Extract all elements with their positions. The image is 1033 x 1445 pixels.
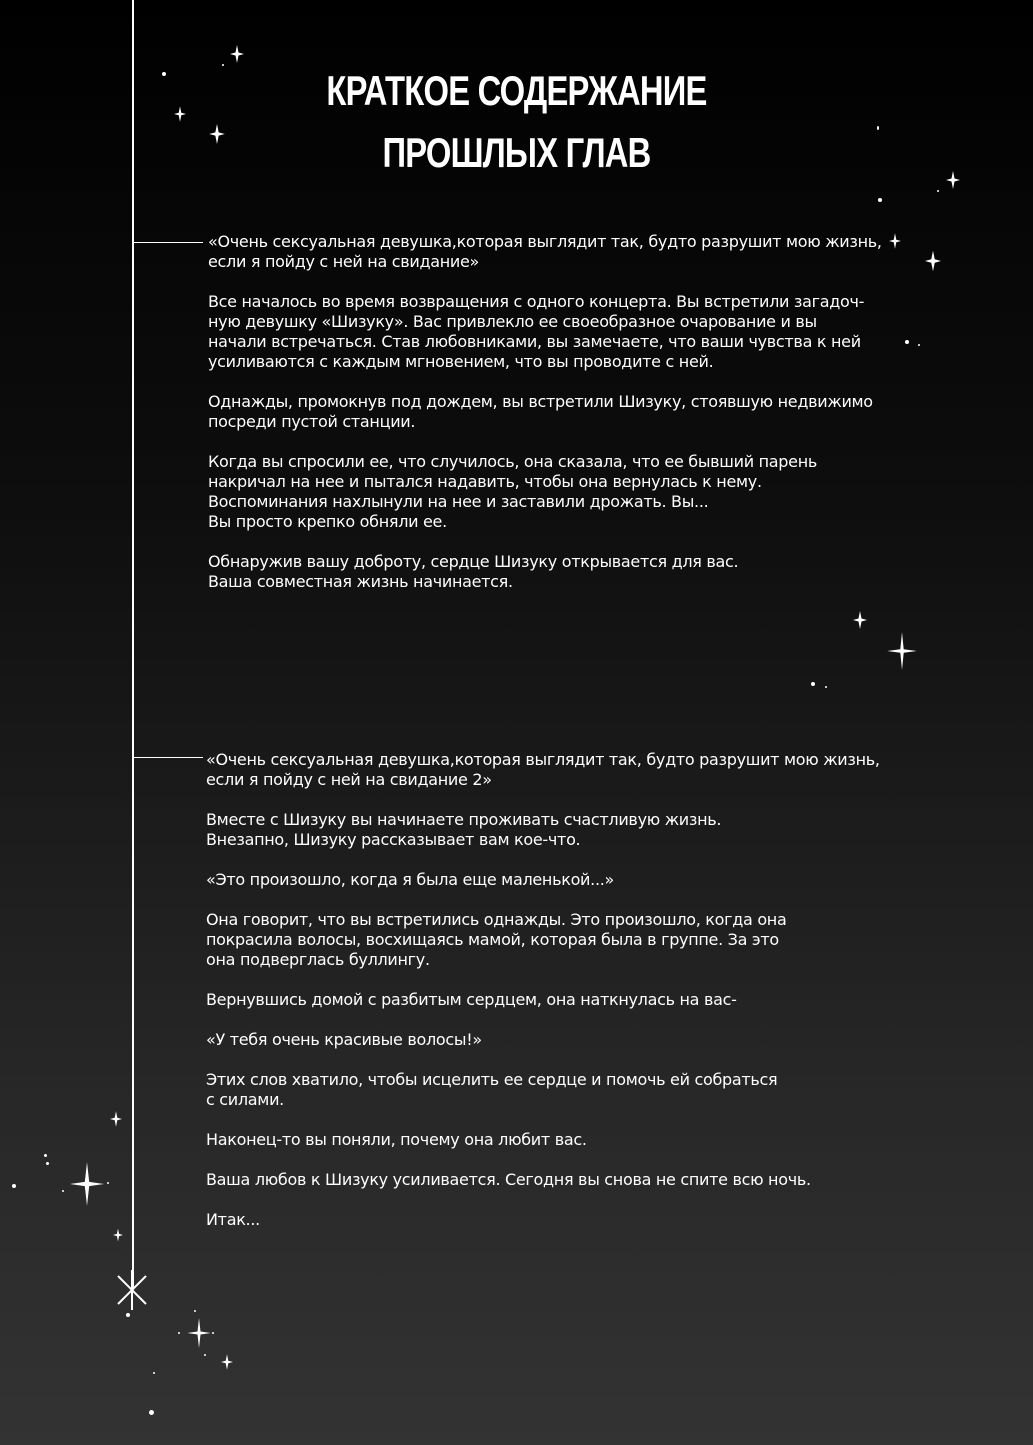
star-dot (825, 686, 827, 688)
page-title-line-1: КРАТКОЕ СОДЕРЖАНИЕ (326, 67, 707, 114)
timeline-branch-2 (133, 757, 203, 758)
page-title-line-2: ПРОШЛЫХ ГЛАВ (382, 129, 651, 176)
star-dot (44, 1154, 47, 1157)
star-dot (222, 64, 224, 66)
star-dot (178, 1332, 180, 1334)
summary-paragraph: Она говорит, что вы встретились однажды. Это произошло, когда она покрасила волосы, восхищаясь мамой, которая была в группе. За это она подверглась буллингу. (206, 910, 787, 969)
star-dot (878, 198, 882, 202)
timeline-branch-1 (133, 242, 203, 243)
chapter-heading: «Очень сексуальная девушка,которая выглядит так, будто разрушит мою жизнь, если я пойду с ней на свидание» (208, 232, 882, 271)
star-dot (126, 1313, 130, 1317)
sparkle-icon (925, 250, 941, 272)
sparkle-icon (886, 632, 918, 670)
timeline-end-star-icon (112, 1270, 152, 1310)
sparkle-icon (70, 1162, 104, 1206)
star-dot (162, 72, 166, 76)
chapter-summary-2 (206, 750, 906, 1250)
star-dot (877, 126, 879, 130)
summary-paragraph: Итак... (206, 1210, 260, 1229)
summary-paragraph: Вернувшись домой с разбитым сердцем, она наткнулась на вас- (206, 990, 737, 1009)
star-dot (46, 1162, 49, 1165)
summary-paragraph: Вместе с Шизуку вы начинаете проживать счастливую жизнь. Внезапно, Шизуку рассказывает вам кое-что. (206, 810, 722, 849)
star-dot (12, 1184, 16, 1188)
star-dot (905, 340, 909, 344)
summary-paragraph: «У тебя очень красивые волосы!» (206, 1030, 482, 1049)
summary-paragraph: Этих слов хватило, чтобы исцелить ее сердце и помочь ей собраться с силами. (206, 1070, 778, 1109)
summary-paragraph: Все началось во время возвращения с одного концерта. Вы встретили загадоч- ную девушку «Шизуку». Вас привлекло ее своеобразное очарование и вы начали встречаться. Став любовниками, вы замечаете, что ваши чувства к ней усиливаются с каждым мгновением, что вы проводите с ней. (208, 292, 865, 371)
sparkle-icon (230, 45, 244, 63)
sparkle-icon (113, 1228, 123, 1242)
sparkle-icon (209, 124, 225, 144)
summary-paragraph: Однажды, промокнув под дождем, вы встретили Шизуку, стоявшую недвижимо посреди пустой станции. (208, 392, 873, 431)
star-dot (212, 1332, 214, 1334)
star-dot (918, 344, 920, 346)
star-dot (937, 190, 939, 192)
star-dot (204, 1354, 206, 1356)
star-dot (194, 1310, 196, 1312)
star-dot (153, 1372, 155, 1374)
summary-paragraph: Когда вы спросили ее, что случилось, она сказала, что ее бывший парень накричал на нее и пытался надавить, чтобы она вернулась к нему. Воспоминания нахлынули на нее и заставили дрожать. Вы... Вы просто крепко обняли ее. (208, 452, 817, 531)
chapter-heading: «Очень сексуальная девушка,которая выглядит так, будто разрушит мою жизнь, если я пойду с ней на свидание 2» (206, 750, 880, 789)
sparkle-icon (853, 610, 867, 630)
summary-paragraph: Обнаружив вашу доброту, сердце Шизуку открывается для вас. Ваша совместная жизнь начинается. (208, 552, 739, 591)
star-dot (149, 1410, 154, 1415)
chapter-summary-1 (208, 232, 908, 612)
star-dot (811, 682, 815, 686)
star-dot (107, 1182, 109, 1184)
summary-paragraph: «Это произошло, когда я была еще маленькой...» (206, 870, 615, 889)
summary-paragraph: Наконец-то вы поняли, почему она любит вас. (206, 1130, 587, 1149)
sparkle-icon (174, 106, 186, 122)
summary-paragraph: Ваша любов к Шизуку усиливается. Сегодня вы снова не спите всю ночь. (206, 1170, 811, 1189)
page-title (114, 60, 920, 184)
sparkle-icon (889, 233, 901, 249)
sparkle-icon (946, 171, 960, 189)
sparkle-icon (186, 1318, 212, 1348)
timeline-line (132, 0, 134, 1290)
star-dot (62, 1190, 64, 1192)
sparkle-icon (110, 1110, 122, 1128)
sparkle-icon (221, 1354, 233, 1370)
